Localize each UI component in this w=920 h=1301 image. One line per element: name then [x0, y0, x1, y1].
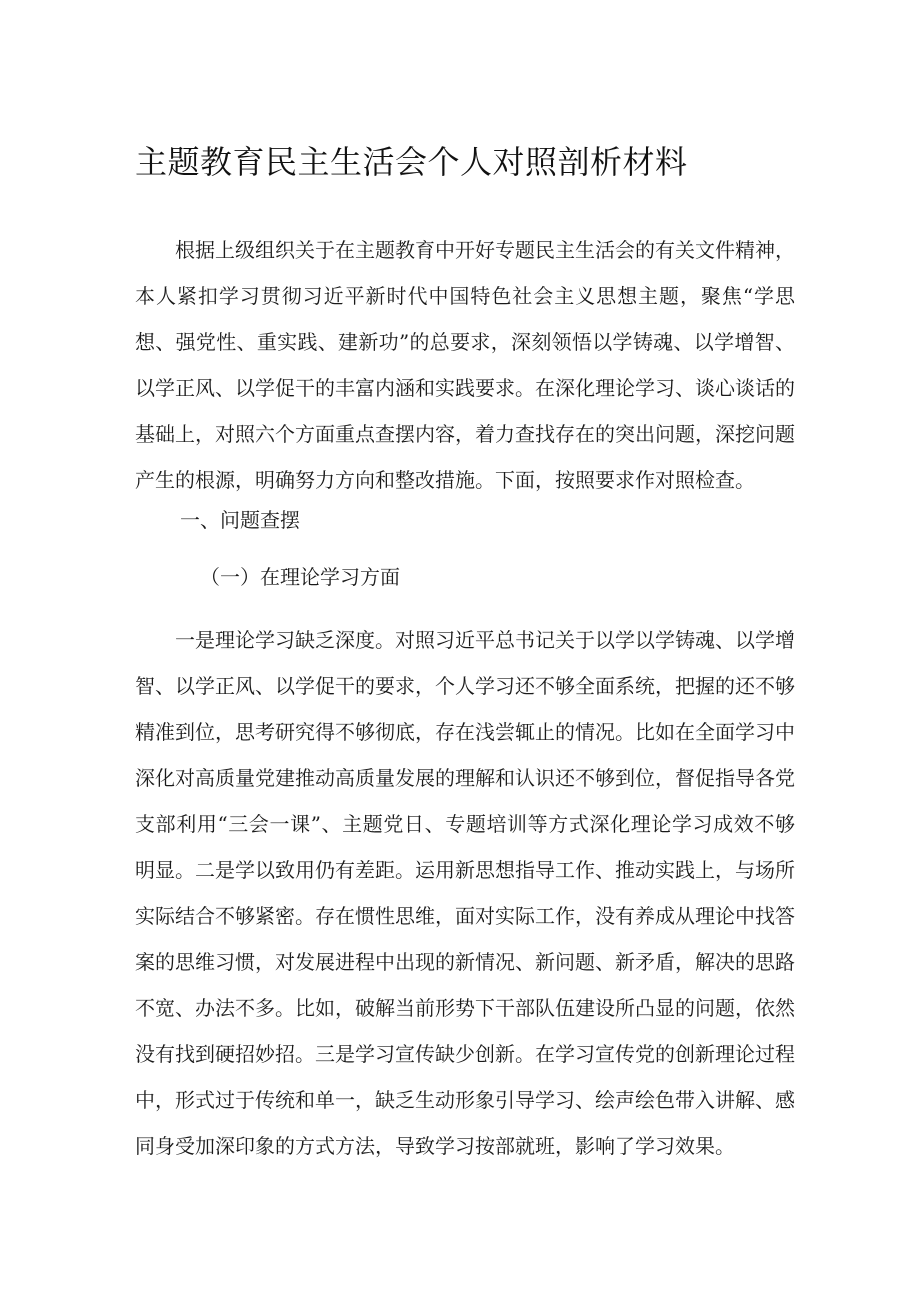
section-heading-problems: 一、问题查摆	[180, 508, 300, 532]
subsection-heading-theory-study: （一）在理论学习方面	[200, 565, 400, 589]
intro-paragraph: 根据上级组织关于在主题教育中开好专题民主生活会的有关文件精神，本人紧扣学习贯彻习近平新时代中国特色社会主义思想主题，聚焦“学思想、强党性、重实践、建新功”的总要求，深刻领悟以学铸魂、以学增智、以学正风、以学促干的丰富内涵和实践要求。在深化理论学习、谈心谈话的基础上，对照六个方面重点查摆内容，着力查找存在的突出问题，深挖问题产生的根源，明确努力方向和整改措施。下面，按照要求作对照检查。	[135, 238, 795, 492]
theory-study-paragraph: 一是理论学习缺乏深度。对照习近平总书记关于以学以学铸魂、以学增智、以学正风、以学促干的要求，个人学习还不够全面系统，把握的还不够精准到位，思考研究得不够彻底，存在浅尝辄止的情况。比如在全面学习中深化对高质量党建推动高质量发展的理解和认识还不够到位，督促指导各党支部利用“三会一课”、主题党日、专题培训等方式深化理论学习成效不够明显。二是学以致用仍有差距。运用新思想指导工作、推动实践上，与场所实际结合不够紧密。存在惯性思维，面对实际工作，没有养成从理论中找答案的思维习惯，对发展进程中出现的新情况、新问题、新矛盾，解决的思路不宽、办法不多。比如，破解当前形势下干部队伍建设所凸显的问题，依然没有找到硬招妙招。三是学习宣传缺少创新。在学习宣传党的创新理论过程中，形式过于传统和单一，缺乏生动形象引导学习、绘声绘色带入讲解、感同身受加深印象的方式方法，导致学习按部就班，影响了学习效果。	[135, 628, 795, 1158]
document-title: 主题教育民主生活会个人对照剖析材料	[135, 143, 688, 181]
